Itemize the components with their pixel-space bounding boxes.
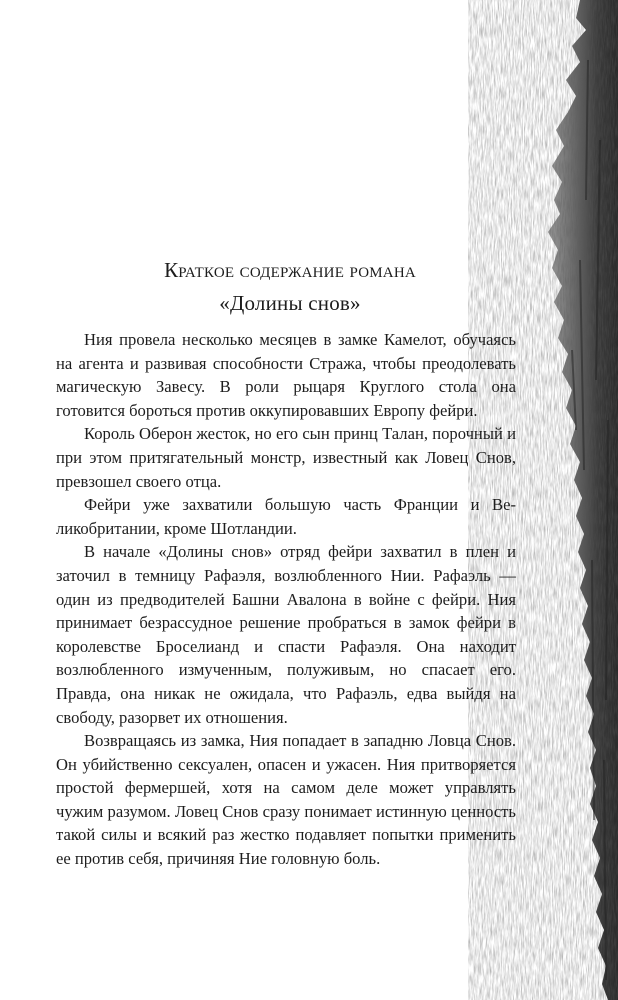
summary-title: Краткое содержание романа (164, 258, 416, 282)
paragraph: Король Оберон жесток, но его сын принц Талан, порочный и при этом притягательный монстр, известный как Ловец Снов, превзошел своего отца. (56, 424, 516, 491)
summary-body (56, 328, 516, 871)
paragraph: Ния провела несколько месяцев в замке Камелот, обучаясь на агента и развивая способности Стража, чтобы преодолевать магическую Завесу. В роли рыцаря Круглого стола она готовится бороться против оккупировавших Европу фейри. (56, 330, 516, 420)
summary-subtitle: «Долины снов» (219, 291, 361, 315)
paragraph: Фейри уже захватили большую часть Франции и Великобритании, кроме Шотландии. (56, 495, 516, 538)
paragraph: В начале «Долины снов» отряд фейри захватил в плен и заточил в темницу Рафаэля, возлюбленного Нии. Рафаэль — один из предводителей Башни Авалона в войне с фейри. Ния принимает безрассудное решение пробраться в замок фейри в королевстве Броселианд и спасти Рафаэля. Она находит возлюбленного измученным, полуживым, но спасает его. Правда, она никак не ожидала, что Рафаэль, едва выйдя на свободу, разорвет их отношения. (56, 542, 516, 727)
paragraph: Возвращаясь из замка, Ния попадает в западню Ловца Снов. Он убийственно сексуален, опасен и ужасен. Ния притворяется простой фермершей, хотя на самом деле может управлять чужим разумом. Ловец Снов сразу понимает истинную ценность такой силы и всякий раз жестко подавляет попытки применить ее против себя, причиняя Ние головную боль. (56, 731, 516, 869)
